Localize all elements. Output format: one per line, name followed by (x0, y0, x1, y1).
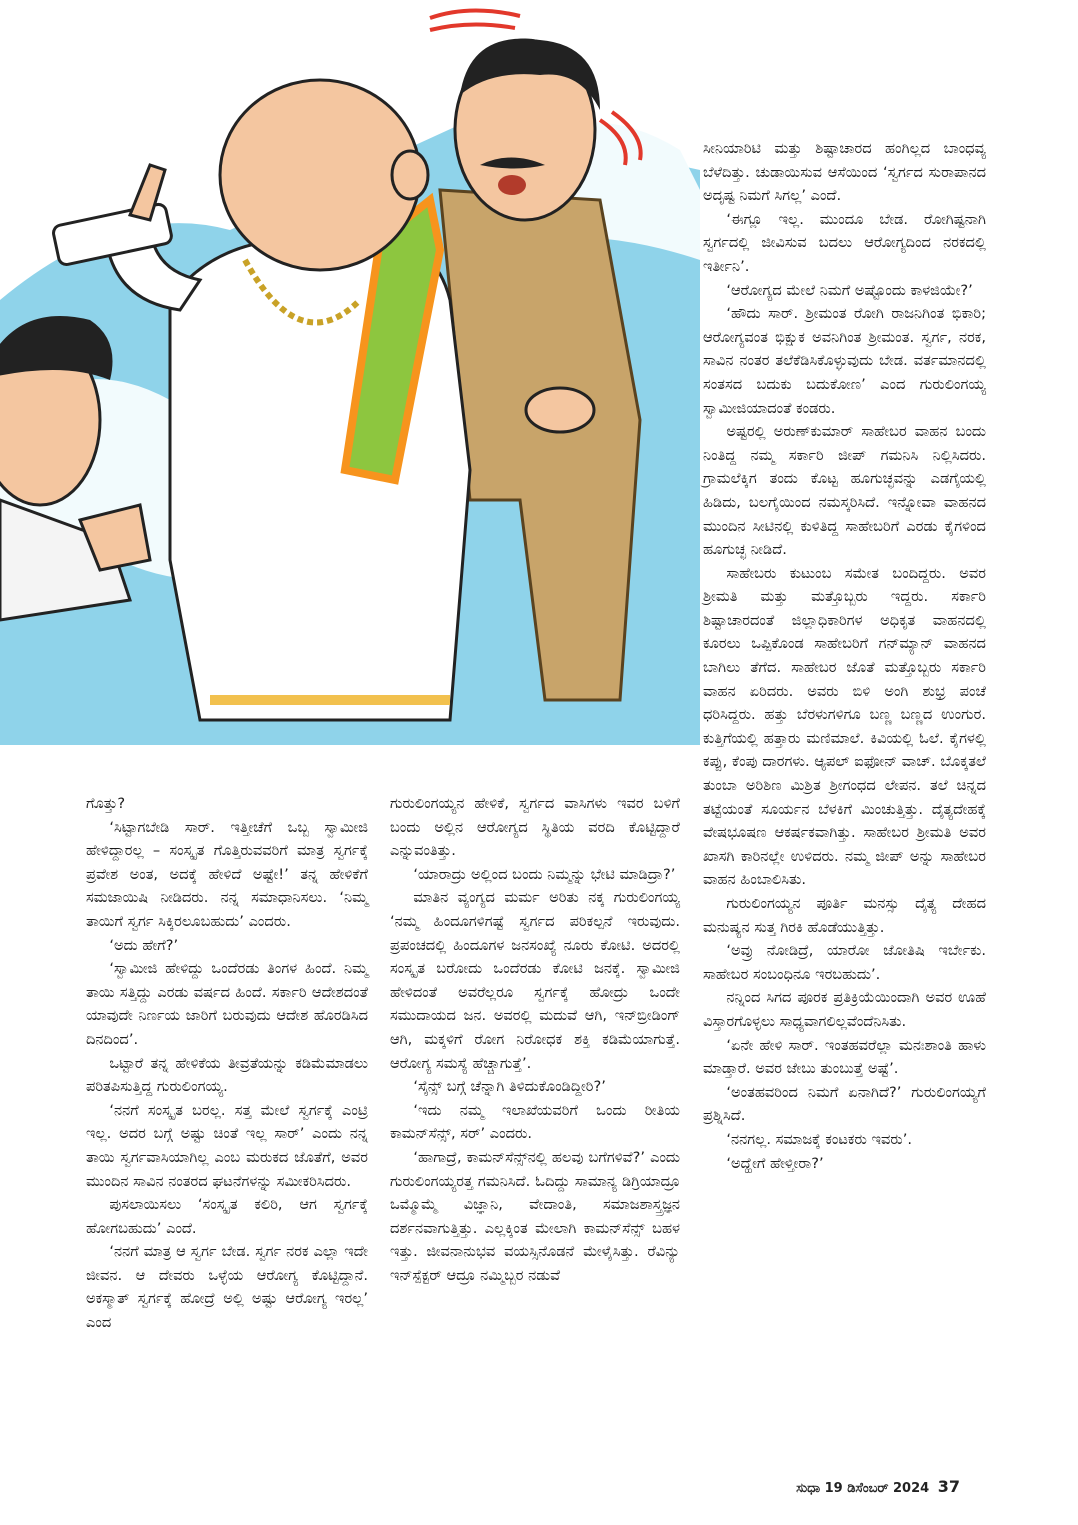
paragraph: ‘ಅಂತಹವರಿಂದ ನಿಮಗೆ ಏನಾಗಿದೆ?’ ಗುರುಲಿಂಗಯ್ಯಗೆ ಪ್ರಶ್ನಿಸಿದೆ. (703, 1083, 986, 1125)
cartoon-illustration (0, 0, 700, 745)
officer-hand (526, 388, 594, 432)
paragraph: ‘ಆರೋಗ್ಯದ ಮೇಲೆ ನಿಮಗೆ ಅಷ್ಟೊಂದು ಕಾಳಜಿಯೇ?’ (726, 281, 973, 299)
paragraph: ‘ಸ್ವಾಮೀಜಿ ಹೇಳಿದ್ದು ಒಂದೆರಡು ತಿಂಗಳ ಹಿಂದೆ. ನಿಮ್ಮ ತಾಯಿ ಸತ್ತಿದ್ದು ಎರಡು ವರ್ಷದ ಹಿಂದೆ. ಸರ್ಕಾರಿ ಆದೇಶದಂತೆ ಯಾವುದೇ ನಿರ್ಣಯ ಜಾರಿಗೆ ಬರುವುದು ಆದೇಶ ಹೊರಡಿಸಿದ ದಿನದಿಂದ’. (86, 960, 368, 1048)
paragraph: ‘ಈಗ್ಲೂ ಇಲ್ಲ. ಮುಂದೂ ಬೇಡ. ರೋಗಿಷ್ಟನಾಗಿ ಸ್ವರ್ಗದಲ್ಲಿ ಜೀವಿಸುವ ಬದಲು ಆರೋಗ್ಯದಿಂದ ನರಕದಲ್ಲಿ ಇರ್ತೀನಿ’. (703, 210, 986, 275)
swami-ear (392, 151, 428, 199)
paragraph: ‘ಅದ್ಹೇಗೆ ಹೇಳ್ತೀರಾ?’ (726, 1154, 824, 1172)
page-number: 37 (937, 1477, 960, 1496)
magazine-date: ಸುಧಾ 19 ಡಿಸೆಂಬರ್ 2024 (796, 1481, 930, 1496)
paragraph: ಗುರುಲಿಂಗಯ್ಯನ ಹೇಳಿಕೆ, ಸ್ವರ್ಗದ ವಾಸಿಗಳು ಇವರ ಬಳಿಗೆ ಬಂದು ಅಲ್ಲಿನ ಆರೋಗ್ಯದ ಸ್ಥಿತಿಯ ವರದಿ ಕೊಟ್ಟಿದ್ದಾರೆ ಎನ್ನುವಂತಿತ್ತು. (390, 795, 680, 860)
paragraph: ‘ಹಾಗಾದ್ರೆ, ಕಾಮನ್‌ಸೆನ್ಸ್‌ನಲ್ಲಿ ಹಲವು ಬಗೆಗಳಿವೆ?’ ಎಂದು ಗುರುಲಿಂಗಯ್ಯರತ್ತ ಗಮನಿಸಿದೆ. ಓದಿದ್ದು ಸಾಮಾನ್ಯ ಡಿಗ್ರಿಯಾದ್ರೂ ಒಮ್ಮೊಮ್ಮೆ ವಿಜ್ಞಾನಿ, ವೇದಾಂತಿ, ಸಮಾಜಶಾಸ್ತ್ರಜ್ಞನ ದರ್ಶನವಾಗುತ್ತಿತ್ತು. ಎಲ್ಲಕ್ಕಿಂತ ಮೇಲಾಗಿ ಕಾಮನ್‌ಸೆನ್ಸ್ ಬಹಳ ಇತ್ತು. ಜೀವನಾನುಭವ ವಯಸ್ಸಿನೊಡನೆ ಮೇಳೈಸಿತ್ತು. ರೆವಿನ್ಯು ಇನ್‌ಸ್ಪೆಕ್ಟರ್ ಆದ್ರೂ ನಮ್ಮಿಬ್ಬರ ನಡುವೆ (390, 1148, 680, 1284)
paragraph: ಗೊತ್ತು? (86, 795, 126, 812)
paragraph: ‘ಏನೇ ಹೇಳಿ ಸಾರ್. ಇಂತಹವರೆಲ್ಲಾ ಮನಃಶಾಂತಿ ಹಾಳು ಮಾಡ್ತಾರೆ. ಅವರ ಜೇಬು ತುಂಬುತ್ತೆ ಅಷ್ಟೆ’. (703, 1036, 986, 1078)
cartoon-svg (0, 0, 700, 745)
officer-mouth (498, 175, 526, 195)
paragraph: ಸೀನಿಯಾರಿಟಿ ಮತ್ತು ಶಿಷ್ಟಾಚಾರದ ಹಂಗಿಲ್ಲದ ಬಾಂಧವ್ಯ ಬೆಳೆದಿತ್ತು. ಚುಡಾಯಿಸುವ ಆಸೆಯಿಂದ ‘ಸ್ವರ್ಗದ ಸುರಾಪಾನದ ಅದೃಷ್ಟ ನಿಮಗೆ ಸಿಗಲ್ಲ’ ಎಂದೆ. (703, 140, 986, 205)
paragraph: ನನ್ನಿಂದ ಸಿಗದ ಪೂರಕ ಪ್ರತಿಕ್ರಿಯೆಯಿಂದಾಗಿ ಅವರ ಊಹೆ ವಿಸ್ತಾರಗೊಳ್ಳಲು ಸಾಧ್ಯವಾಗಲಿಲ್ಲವೆಂದೆನಿಸಿತು. (703, 989, 986, 1030)
paragraph: ಗುರುಲಿಂಗಯ್ಯನ ಪೂರ್ತಿ ಮನಸ್ಸು ದೈತ್ಯ ದೇಹದ ಮನುಷ್ಯನ ಸುತ್ತ ಗಿರಕಿ ಹೊಡೆಯುತ್ತಿತ್ತು. (703, 895, 986, 936)
paragraph: ‘ಅದು ಹೇಗೆ?’ (109, 936, 179, 954)
paragraph: ‘ಯಾರಾದ್ರು ಅಲ್ಲಿಂದ ಬಂದು ನಿಮ್ಮನ್ನು ಭೇಟಿ ಮಾಡಿದ್ರಾ?’ (413, 865, 676, 883)
paragraph: ಒಟ್ಟಾರೆ ತನ್ನ ಹೇಳಿಕೆಯ ತೀವ್ರತೆಯನ್ನು ಕಡಿಮೆಮಾಡಲು ಪರಿತಪಿಸುತ್ತಿದ್ದ ಗುರುಲಿಂಗಯ್ಯ. (86, 1054, 368, 1096)
paragraph: ‘ಇದು ನಮ್ಮ ಇಲಾಖೆಯವರಿಗೆ ಒಂದು ರೀತಿಯ ಕಾಮನ್‌ಸೆನ್ಸ್, ಸರ್’ ಎಂದರು. (390, 1101, 680, 1143)
swami-head (220, 80, 420, 270)
paragraph: ‘ಹೌದು ಸಾರ್. ಶ್ರೀಮಂತ ರೋಗಿ ರಾಜನಿಗಿಂತ ಭಿಕಾರಿ; ಆರೋಗ್ಯವಂತ ಭಿಕ್ಷುಕ ಅವನಿಗಿಂತ ಶ್ರೀಮಂತ. ಸ್ವರ್ಗ, ನರಕ, ಸಾವಿನ ನಂತರ ತಲೆಕೆಡಿಸಿಕೊಳ್ಳುವುದು ಬೇಡ. ವರ್ತಮಾನದಲ್ಲಿ ಸಂತಸದ ಬದುಕು ಬದುಕೋಣ’ ಎಂದ ಗುರುಲಿಂಗಯ್ಯ ಸ್ವಾಮೀಜಿಯಾದಂತೆ ಕಂಡರು. (703, 305, 986, 417)
page-footer (796, 1477, 960, 1496)
paragraph: ಸಾಹೇಬರು ಕುಟುಂಬ ಸಮೇತ ಬಂದಿದ್ದರು. ಅವರ ಶ್ರೀಮತಿ ಮತ್ತು ಮತ್ತೊಬ್ಬರು ಇದ್ದರು. ಸರ್ಕಾರಿ ಶಿಷ್ಟಾಚಾರದಂತೆ ಜಿಲ್ಲಾಧಿಕಾರಿಗಳ ಅಧಿಕೃತ ವಾಹನದಲ್ಲಿ ಕೂರಲು ಒಪ್ಪಿಕೊಂಡ ಸಾಹೇಬರಿಗೆ ಗನ್‌ಮ್ಯಾನ್ ವಾಹನದ ಬಾಗಿಲು ತೆಗೆದ. ಸಾಹೇಬರ ಜೊತೆ ಮತ್ತೊಬ್ಬರು ಸರ್ಕಾರಿ ವಾಹನ ಏರಿದರು. ಅವರು ಬಿಳಿ ಅಂಗಿ ಶುಭ್ರ ಪಂಚೆ ಧರಿಸಿದ್ದರು. ಹತ್ತು ಬೆರಳುಗಳಿಗೂ ಬಣ್ಣ ಬಣ್ಣದ ಉಂಗುರ. ಕುತ್ತಿಗೆಯಲ್ಲಿ ಹತ್ತಾರು ಮಣಿಮಾಲೆ. ಕಿವಿಯಲ್ಲಿ ಓಲೆ. ಕೈಗಳಲ್ಲಿ ಕಪ್ಪು, ಕೆಂಪು ದಾರಗಳು. ಆ್ಯಪಲ್ ಐಫೋನ್ ವಾಚ್. ಬೊಕ್ಕತಲೆ ತುಂಬಾ ಅರಿಶಿಣ ಮಿಶ್ರಿತ ಶ್ರೀಗಂಧದ ಲೇಪನ. ತಲೆ ಚಿನ್ನದ ತಟ್ಟೆಯಂತೆ ಸೂರ್ಯನ ಬೆಳಕಿಗೆ ಮಿಂಚುತ್ತಿತ್ತು. ದೈತ್ಯದೇಹಕ್ಕೆ ವೇಷಭೂಷಣ ಆಕರ್ಷಕವಾಗಿತ್ತು. ಸಾಹೇಬರ ಶ್ರೀಮತಿ ಅವರ ಖಾಸಗಿ ಕಾರಿನಲ್ಲೇ ಉಳಿದರು. ನಮ್ಮ ಜೀಪ್ ಅನ್ನು ಸಾಹೇಬರ ವಾಹನ ಹಿಂಬಾಲಿಸಿತು. (703, 564, 986, 889)
paragraph: ‘ನನಗಲ್ಲ. ಸಮಾಜಕ್ಕೆ ಕಂಟಕರು ಇವರು’. (726, 1130, 912, 1148)
paragraph: ಮಾತಿನ ವ್ಯಂಗ್ಯದ ಮರ್ಮ ಅರಿತು ನಕ್ಕ ಗುರುಲಿಂಗಯ್ಯ ‘ನಮ್ಮ ಹಿಂದೂಗಳಿಗಷ್ಟೆ ಸ್ವರ್ಗದ ಪರಿಕಲ್ಪನೆ ಇರುವುದು. ಪ್ರಪಂಚದಲ್ಲಿ ಹಿಂದೂಗಳ ಜನಸಂಖ್ಯೆ ನೂರು ಕೋಟಿ. ಅದರಲ್ಲಿ ಸಂಸ್ಕೃತ ಬರೋದು ಒಂದೆರಡು ಕೋಟಿ ಜನಕ್ಕೆ. ಸ್ವಾಮೀಜಿ ಹೇಳಿದಂತೆ ಅವರೆಲ್ಲರೂ ಸ್ವರ್ಗಕ್ಕೆ ಹೋದ್ರು ಒಂದೇ ಸಮುದಾಯದ ಜನ. ಅವರಲ್ಲಿ ಮದುವೆ ಆಗಿ, ಇನ್‌ಬ್ರೀಡಿಂಗ್ ಆಗಿ, ಮಕ್ಕಳಿಗೆ ರೋಗ ನಿರೋಧಕ ಶಕ್ತಿ ಕಡಿಮೆಯಾಗುತ್ತೆ. ಆರೋಗ್ಯ ಸಮಸ್ಯೆ ಹೆಚ್ಚಾಗುತ್ತೆ’. (390, 889, 680, 1072)
text-column-2 (390, 792, 680, 1287)
paragraph: ‘ಸಿಟ್ಟಾಗಬೇಡಿ ಸಾರ್. ಇತ್ತೀಚೆಗೆ ಒಬ್ಬ ಸ್ವಾಮೀಜಿ ಹೇಳಿದ್ದಾರಲ್ಲ – ಸಂಸ್ಕೃತ ಗೊತ್ತಿರುವವರಿಗೆ ಮಾತ್ರ ಸ್ವರ್ಗಕ್ಕೆ ಪ್ರವೇಶ ಅಂತ, ಅದಕ್ಕೆ ಹೇಳಿದೆ ಅಷ್ಟೇ!’ ತನ್ನ ಹೇಳಿಕೆಗೆ ಸಮಜಾಯಿಷಿ ನೀಡಿದರು. ನನ್ನ ಸಮಾಧಾನಿಸಲು. ‘ನಿಮ್ಮ ತಾಯಿಗೆ ಸ್ವರ್ಗ ಸಿಕ್ಕಿರಲೂಬಹುದು’ ಎಂದರು. (86, 818, 368, 930)
paragraph: ‘ಅವ್ರು ನೋಡಿದ್ರೆ, ಯಾರೋ ಜೋತಿಷಿ ಇರ್ಬೇಕು. ಸಾಹೇಬರ ಸಂಬಂಧಿನೂ ಇರಬಹುದು’. (703, 942, 986, 983)
paragraph: ಪುಸಲಾಯಿಸಲು ‘ಸಂಸ್ಕೃತ ಕಲಿರಿ, ಆಗ ಸ್ವರ್ಗಕ್ಕೆ ಹೋಗಬಹುದು’ ಎಂದೆ. (86, 1196, 368, 1237)
paragraph: ‘ಸೈನ್ಸ್ ಬಗ್ಗೆ ಚೆನ್ನಾಗಿ ತಿಳಿದುಕೊಂಡಿದ್ದೀರಿ?’ (413, 1078, 606, 1096)
text-column-1 (86, 792, 368, 1335)
paragraph: ಅಷ್ಟರಲ್ಲಿ ಅರುಣ್‌ಕುಮಾರ್ ಸಾಹೇಬರ ವಾಹನ ಬಂದು ನಿಂತಿದ್ದ ನಮ್ಮ ಸರ್ಕಾರಿ ಜೀಪ್ ಗಮನಿಸಿ ನಿಲ್ಲಿಸಿದರು. ಗ್ರಾಮಲೆಕ್ಕಿಗ ತಂದು ಕೊಟ್ಟ ಹೂಗುಚ್ಛವನ್ನು ಎಡಗೈಯಲ್ಲಿ ಹಿಡಿದು, ಬಲಗೈಯಿಂದ ನಮಸ್ಕರಿಸಿದೆ. ಇನ್ನೋವಾ ವಾಹನದ ಮುಂದಿನ ಸೀಟಿನಲ್ಲಿ ಕುಳಿತಿದ್ದ ಸಾಹೇಬರಿಗೆ ಎರಡು ಕೈಗಳಿಂದ ಹೂಗುಚ್ಛ ನೀಡಿದೆ. (703, 423, 986, 559)
text-column-3 (703, 137, 986, 1175)
paragraph: ‘ನನಗೆ ಸಂಸ್ಕೃತ ಬರಲ್ಲ. ಸತ್ತ ಮೇಲೆ ಸ್ವರ್ಗಕ್ಕೆ ಎಂಟ್ರಿ ಇಲ್ಲ. ಅದರ ಬಗ್ಗೆ ಅಷ್ಟು ಚಿಂತೆ ಇಲ್ಲ ಸಾರ್’ ಎಂದು ನನ್ನ ತಾಯಿ ಸ್ವರ್ಗವಾಸಿಯಾಗಿಲ್ಲ ಎಂಬ ಮರುಕದ ಜೊತೆಗೆ, ಅವರ ಮುಂದಿನ ಸಾವಿನ ನಂತರದ ಘಟನೆಗಳನ್ನು ಸಮೀಕರಿಸಿದರು. (86, 1101, 368, 1190)
paragraph: ‘ನನಗೆ ಮಾತ್ರ ಆ ಸ್ವರ್ಗ ಬೇಡ. ಸ್ವರ್ಗ ನರಕ ಎಲ್ಲಾ ಇದೇ ಜೀವನ. ಆ ದೇವರು ಒಳ್ಳೆಯ ಆರೋಗ್ಯ ಕೊಟ್ಟಿದ್ದಾನೆ. ಅಕಸ್ಮಾತ್ ಸ್ವರ್ಗಕ್ಕೆ ಹೋದ್ರೆ ಅಲ್ಲಿ ಅಷ್ಟು ಆರೋಗ್ಯ ಇರಲ್ಲ’ ಎಂದ (86, 1243, 368, 1332)
